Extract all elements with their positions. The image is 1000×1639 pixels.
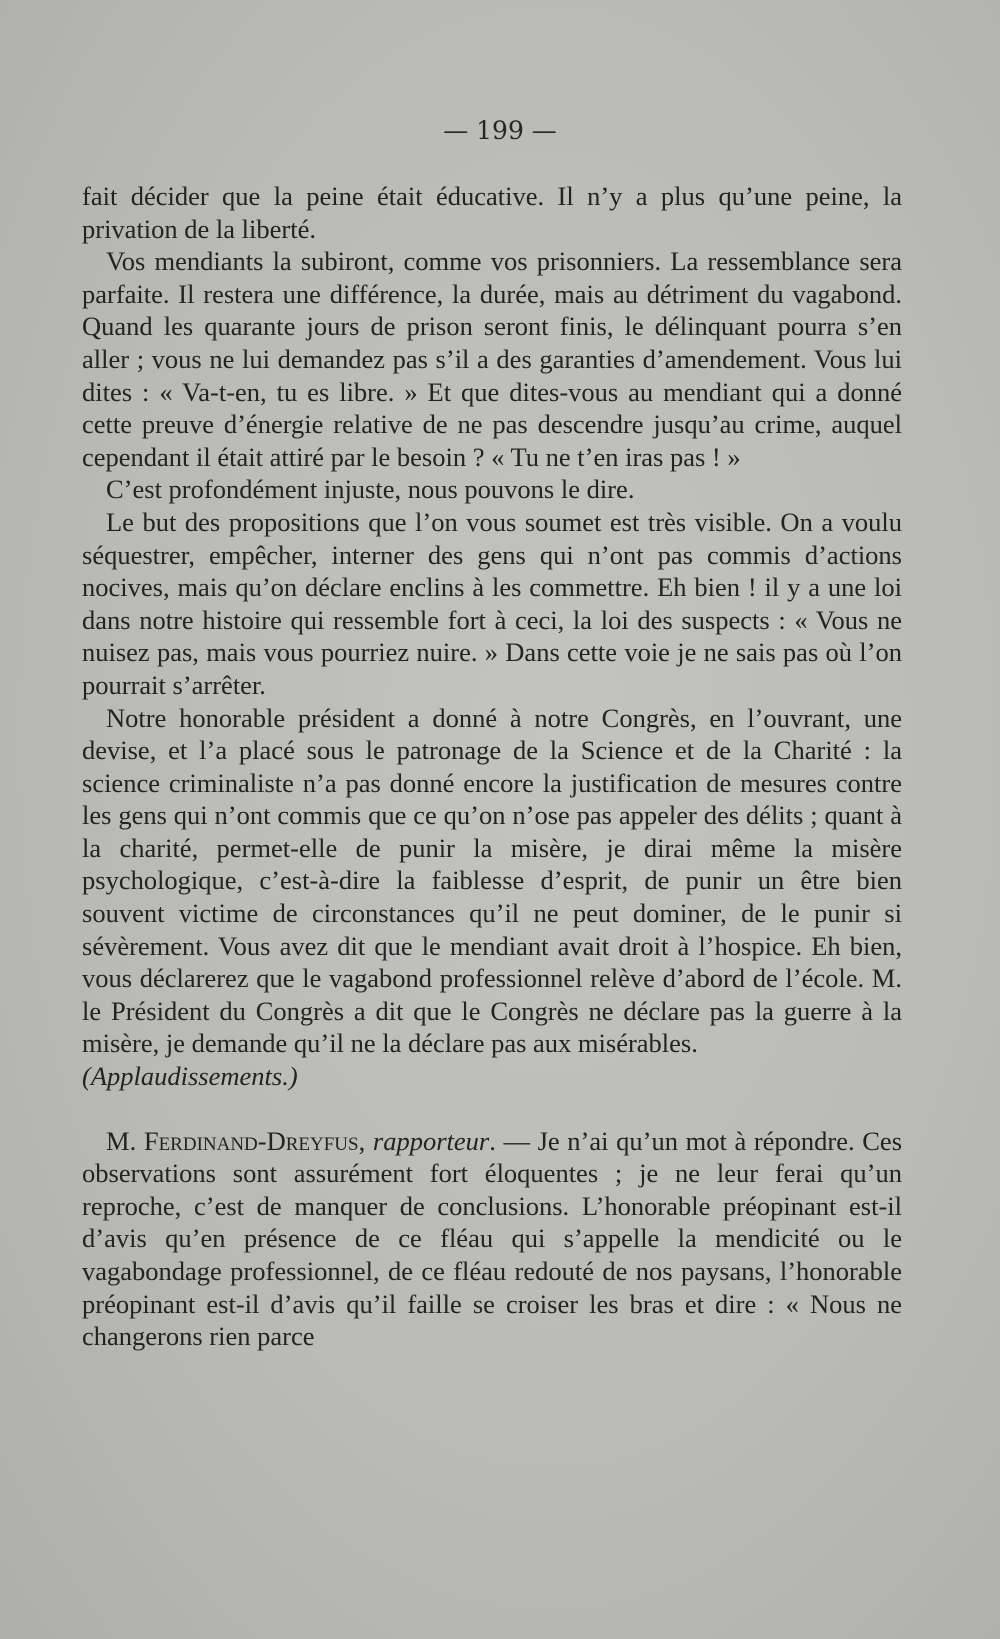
speaker-prefix: M. [106,1125,144,1156]
page-number: — 199 — [443,116,557,145]
reply-text: — Je n’ai qu’un mot à répondre. Ces observations sont assurément fort éloquentes ; je ne leur ferai qu’un reproche, c’est de manquer de conclusions. L’honorable préopinant est-il d’avis qu’en présence de ce fléau qui s’appelle la mendicité ou le vagabondage professionnel, de ce fléau redouté de nos paysans, l’honorable préopinant est-il d’avis qu’il faille se croiser les bras et dire : « Nous ne changerons rien parce [82,1125,903,1352]
body-text [82,180,902,1353]
paragraph-3: C’est profondément injuste, nous pouvons le dire. [106,474,635,505]
paragraph-2: Vos mendiants la subiront, comme vos prisonniers. La ressemblance sera parfaite. Il restera une différence, la durée, mais au détriment du vagabond. Quand les quarante jours de prison seront finis, le délinquant pourra s’en aller ; vous ne lui demandez pas s’il a des garanties d’amendement. Vous lui dites : « Va-t-en, tu es libre. » Et que dites-vous au mendiant qui a donné cette preuve d’énergie relative de ne pas descendre jusqu’au crime, auquel cependant il était attiré par le besoin ? « Tu ne t’en iras pas ! » [82,246,902,472]
speaker-period: . [489,1125,504,1156]
speaker-role: rapporteur [372,1125,490,1156]
speaker-name: Ferdinand-Dreyfus [143,1125,359,1156]
applause-note: (Applaudissements.) [82,1061,298,1092]
section-gap [82,1093,902,1125]
paragraph-5: Notre honorable président a donné à notre Congrès, en l’ouvrant, une devise, et l’a placé sous le patronage de la Science et de la Charité : la science criminaliste n’a pas donné encore la justification de mesures contre les gens qui n’ont commis que ce qu’on n’ose pas appeler des délits ; quant à la charité, permet-elle de punir la misère, je dirai même la misère psychologique, c’est-à-dire la faiblesse d’esprit, de punir un être bien souvent victime de circonstances qu’il ne peut dominer, de le punir si sévèrement. Vous avez dit que le mendiant avait droit à l’hospice. Eh bien, vous déclarerez que le vagabond professionnel relève d’abord de l’école. M. le Président du Congrès a dit que le Congrès ne déclare pas la guerre à la misère, je demande qu’il ne la déclare pas aux misérables. [82,702,902,1059]
reply-paragraph [82,1125,902,1353]
speaker-comma: , [358,1125,373,1156]
paragraph-1: fait décider que la peine était éducative. Il n’y a plus qu’une peine, la privation de la liberté. [82,181,902,244]
paragraph-4: Le but des propositions que l’on vous soumet est très visible. On a voulu séquestrer, empêcher, interner des gens qui n’ont pas commis d’actions nocives, mais qu’on déclare enclins à les commettre. Eh bien ! il y a une loi dans notre histoire qui ressemble fort à ceci, la loi des suspects : « Vous ne nuisez pas, mais vous pourriez nuire. » Dans cette voie je ne sais pas où l’on pourrait s’arrêter. [82,506,902,700]
